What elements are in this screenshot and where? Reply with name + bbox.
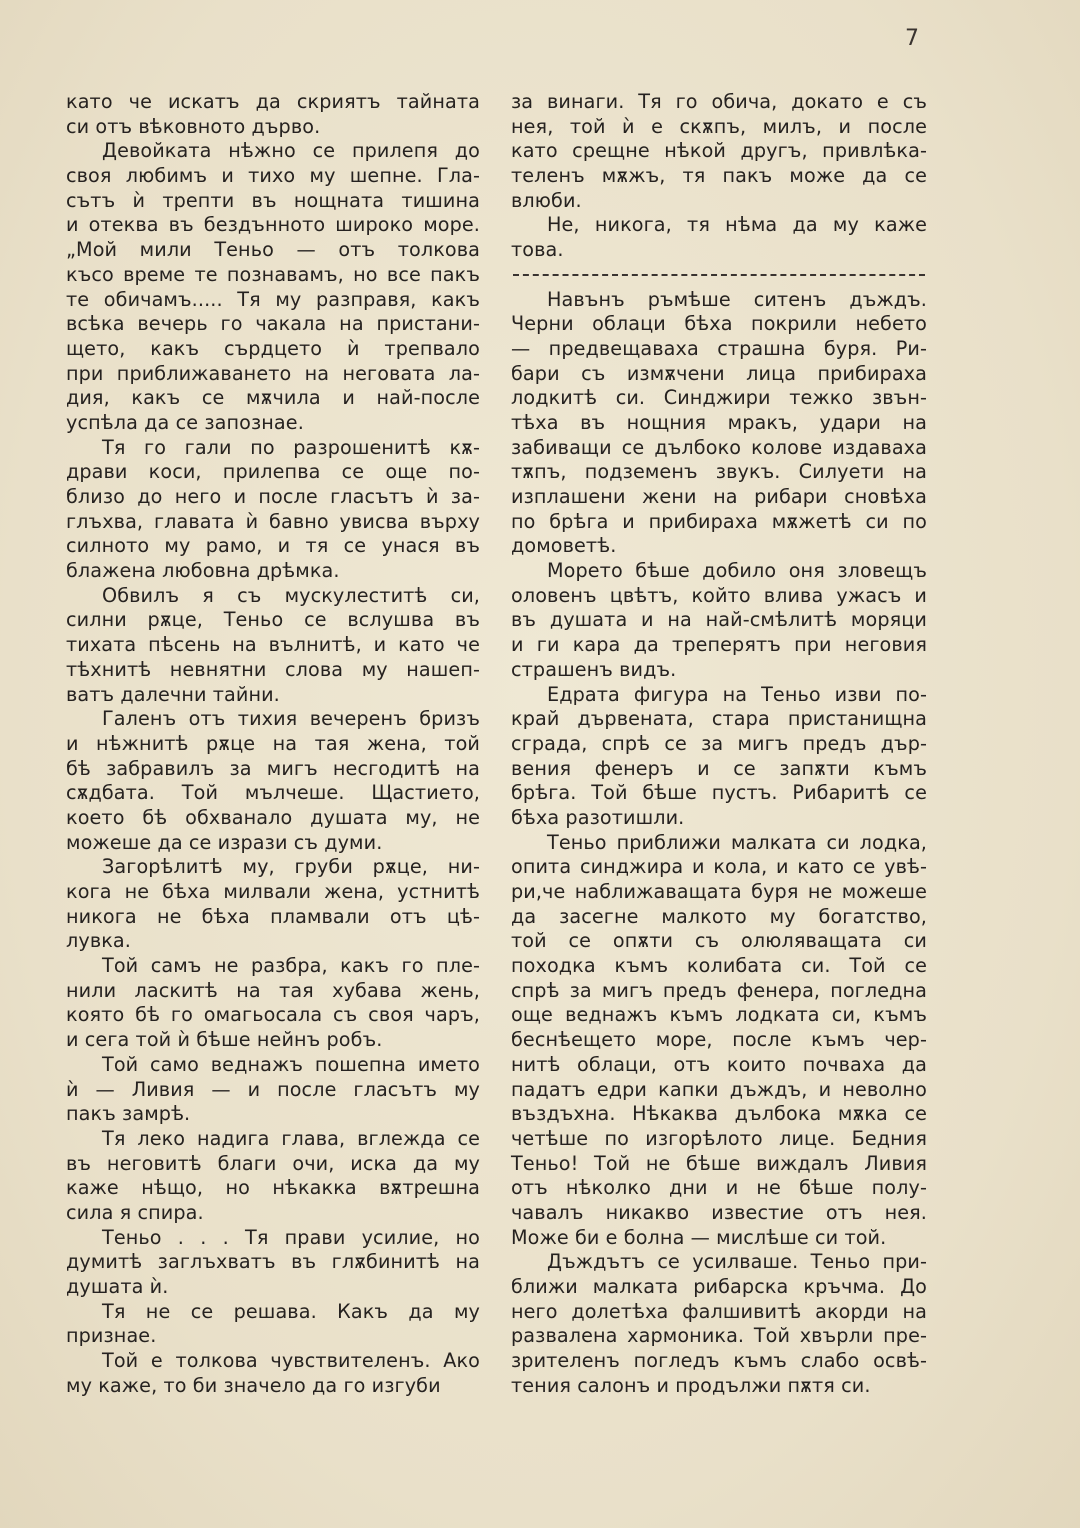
text-line: въ неговитѣ благи очи, иска да му [66,1151,480,1175]
text-line: тѣхнитѣ невнятни слова му нашеп- [66,657,480,681]
text-line: глъхва, главата ѝ бавно увисва върху [66,509,480,533]
paragraph [511,1250,927,1398]
text-line: щето, какъ сърдцето ѝ трепвало [66,336,480,360]
text-line: — предвещаваха страшна буря. Ри- [511,336,927,360]
text-line: падатъ едри капки дъждъ, и неволно [511,1077,927,1101]
text-line: и сега той ѝ бѣше нейнъ робъ. [66,1028,383,1052]
paragraph [66,436,480,584]
text-line: Тя леко надига глава, вглежда се [102,1126,480,1150]
text-line: бѣ забравилъ за мигъ несгодитѣ на [66,756,480,780]
text-line: Едрата фигура на Теньо изви по- [547,682,927,706]
text-line: страшенъ видъ. [511,657,677,681]
paragraph [66,1349,480,1398]
text-line: дия, какъ се мѫчила и най-после [66,386,480,410]
paragraph [66,1127,480,1226]
text-line: Той самъ не разбра, какъ го пле- [102,954,480,978]
text-line: походка къмъ колибата си. Той се [511,954,927,978]
paragraph [66,1300,480,1349]
paragraph [66,90,480,139]
text-line: това. [511,238,564,262]
paragraph [66,1053,480,1127]
text-line: му каже, то би значело да го изгуби [66,1373,441,1397]
paragraph [511,90,927,213]
text-line: Теньо . . . Тя прави усилие, но [102,1225,480,1249]
paragraph [66,954,480,1053]
text-line: Може би е болна — мислѣше си той. [511,1225,887,1249]
text-line: нитѣ облаци, отъ които почваха да [511,1052,927,1076]
text-line: Девойката нѣжно се прилепя до [102,139,480,163]
text-line: „Мой мили Теньо — отъ толкова [66,238,480,262]
text-line: Загорѣлитѣ му, груби рѫце, ни- [102,855,480,879]
text-line: и нѣжнитѣ рѫце на тая жена, той [66,731,480,755]
page-number: 7 [905,26,919,51]
text-line: влюби. [511,188,582,212]
text-line: спрѣ за мигъ предъ фенера, погледна [511,978,927,1002]
text-line: душата ѝ. [66,1275,169,1298]
text-line: изплашени жени на рибари сновѣха [511,485,927,508]
text-line: за винаги. Тя го обича, докато е съ [511,90,927,113]
text-line: нея, той ѝ е скѫпъ, милъ, и после [511,114,927,138]
text-line: Теньо приближи малката си лодка, [547,830,927,854]
text-line: ѝ — Ливия — и после гласътъ му [66,1077,480,1101]
text-line: Дъждътъ се усилваше. Теньо при- [547,1250,927,1274]
text-line: нили ласкитѣ на тая хубава жень, [66,978,480,1002]
text-line: която бѣ го омагьосала съ своя чаръ, [66,1003,480,1027]
text-line: бѣха разотишли. [511,805,685,829]
text-line: тихата пѣсень на вълнитѣ, и като че [66,633,480,657]
text-line: пакъ замрѣ. [66,1102,191,1126]
text-line: своя любимъ и тихо му шепне. Гла- [66,164,480,188]
text-line: си отъ вѣковното дърво. [66,114,321,138]
text-line: успѣла да се запознае. [66,410,304,434]
text-line: Теньо! Той не бѣше виждалъ Ливия [511,1151,927,1175]
text-line: четѣше по изгорѣлото лице. Бедния [511,1126,927,1150]
text-line: кога не бѣха милвали жена, устнитѣ [66,880,480,903]
text-line: забиващи се дълбоко колове издаваха [511,435,927,459]
paragraph [66,139,480,435]
paragraph [511,831,927,1251]
text-line: край дървената, стара пристанищна [511,707,927,731]
text-line: каже нѣщо, но нѣкакка вѫтрешна [66,1176,480,1200]
text-line: домоветѣ. [511,534,617,558]
text-line: тения салонъ и продължи пѫтя си. [511,1373,871,1397]
text-line: като че искатъ да скриятъ тайната [66,90,480,113]
section-divider [511,263,927,288]
paragraph [66,855,480,954]
text-line: Тя не се решава. Какъ да му [102,1299,480,1323]
text-line: отъ нѣколко дни и не бѣше полу- [511,1176,927,1200]
text-line: въздъхна. Нѣкаква дълбока мѫка се [511,1102,927,1126]
text-line: блажена любовна дрѣмка. [66,559,340,583]
text-line: Обвилъ я съ мускулеститѣ си, [102,583,480,607]
text-line: въ душата и на най-смѣлитѣ моряци [511,608,927,632]
text-line: можеше да се изрази съ думи. [66,830,383,854]
text-line: Той само веднажъ пошепна името [102,1052,480,1076]
text-line: Морето бѣше добило оня зловещъ [547,559,927,583]
text-line: развалена хармоника. Той хвърли пре- [511,1324,927,1348]
text-line: ватъ далечни тайни. [66,682,280,706]
text-line: беснѣещето море, после къмъ чер- [511,1028,927,1052]
text-line: оловенъ цвѣтъ, който влива ужасъ и [511,583,927,607]
text-line: признае. [66,1324,157,1348]
text-line: ри,че наближаващата буря не можеше [511,880,927,903]
right-column-bottom [511,288,927,1399]
text-line: при приближаването на неговата ла- [66,361,480,385]
paragraph [511,288,927,560]
text-line: и ги кара да треперятъ при неговия [511,633,927,657]
text-line: теленъ мѫжъ, тя пакъ може да се [511,164,927,188]
paragraph [511,559,927,682]
text-line: сила я спира. [66,1200,204,1224]
text-line: по брѣга и прибираха мѫжетѣ си по [511,509,927,533]
text-line: тѫпъ, подземенъ звукъ. Силуети на [511,460,927,484]
text-line: брѣга. Той бѣше пустъ. Рибаритѣ се [511,781,927,805]
text-line: като срещне нѣкой другъ, привлѣка- [511,139,927,163]
text-line: и отеква въ бездънното широко море. [66,213,480,237]
text-line: което бѣ обхванало душата му, не [66,805,480,829]
text-line: лувка. [66,929,131,953]
text-line: още веднажъ къмъ лодката си, къмъ [511,1003,927,1027]
right-column [511,90,927,1398]
left-column [66,90,480,1398]
text-line: да засегне малкото му богатство, [511,904,927,928]
text-line: никога не бѣха пламвали отъ цѣ- [66,904,480,928]
text-line: Навънъ ръмѣше ситенъ дъждъ. [547,287,927,311]
text-line: драви коси, прилепва се още по- [66,460,480,484]
paragraph [511,213,927,262]
text-line: думитѣ заглъхватъ въ глѫбинитѣ на [66,1250,480,1274]
right-column-top [511,90,927,263]
text-line: вения фенеръ и се запѫти къмъ [511,756,927,780]
text-line: силното му рамо, и тя се унася въ [66,534,480,558]
text-line: сѫдбата. Той мълчеше. Щастието, [66,781,480,805]
text-line: сътъ ѝ трепти въ нощната тишина [66,188,480,212]
paragraph [66,707,480,855]
text-line: Галенъ отъ тихия вечеренъ бризъ [102,707,480,731]
text-line: лодкитѣ си. Синджири тежко звън- [511,386,927,410]
text-line: Не, никога, тя нѣма да му каже [547,213,927,237]
paragraph [66,584,480,707]
text-line: Черни облаци бѣха покрили небето [511,312,927,336]
text-line: късо време те познавамъ, но все пакъ [66,262,480,286]
text-line: Тя го гали по разрошенитѣ кѫ- [102,435,480,459]
text-line: силни рѫце, Теньо се вслушва въ [66,608,480,632]
text-line: Той е толкова чувствителенъ. Ако [102,1349,480,1373]
text-line: те обичамъ..... Тя му разправя, какъ [66,287,480,311]
text-line: чавалъ никакво известие отъ нея. [511,1200,927,1224]
text-line: него долетѣха фалшивитѣ акорди на [511,1299,927,1323]
text-line: зрителенъ погледъ къмъ слабо освѣ- [511,1349,927,1373]
text-line: сграда, спрѣ се за мигъ предъ дър- [511,731,927,755]
text-line: опита синджира и кола, и като се увѣ- [511,855,927,879]
paragraph [511,683,927,831]
paragraph [66,1226,480,1300]
text-line: тѣха въ нощния мракъ, удари на [511,410,927,434]
text-line: всѣка вечерь го чакала на пристани- [66,312,480,336]
text-line: бари съ измѫчени лица прибираха [511,361,927,385]
text-line: ближи малката рибарска кръчма. До [511,1275,927,1298]
text-line: той се опѫти съ олюляващата си [511,929,927,953]
text-line: близо до него и после гласътъ ѝ за- [66,485,480,508]
